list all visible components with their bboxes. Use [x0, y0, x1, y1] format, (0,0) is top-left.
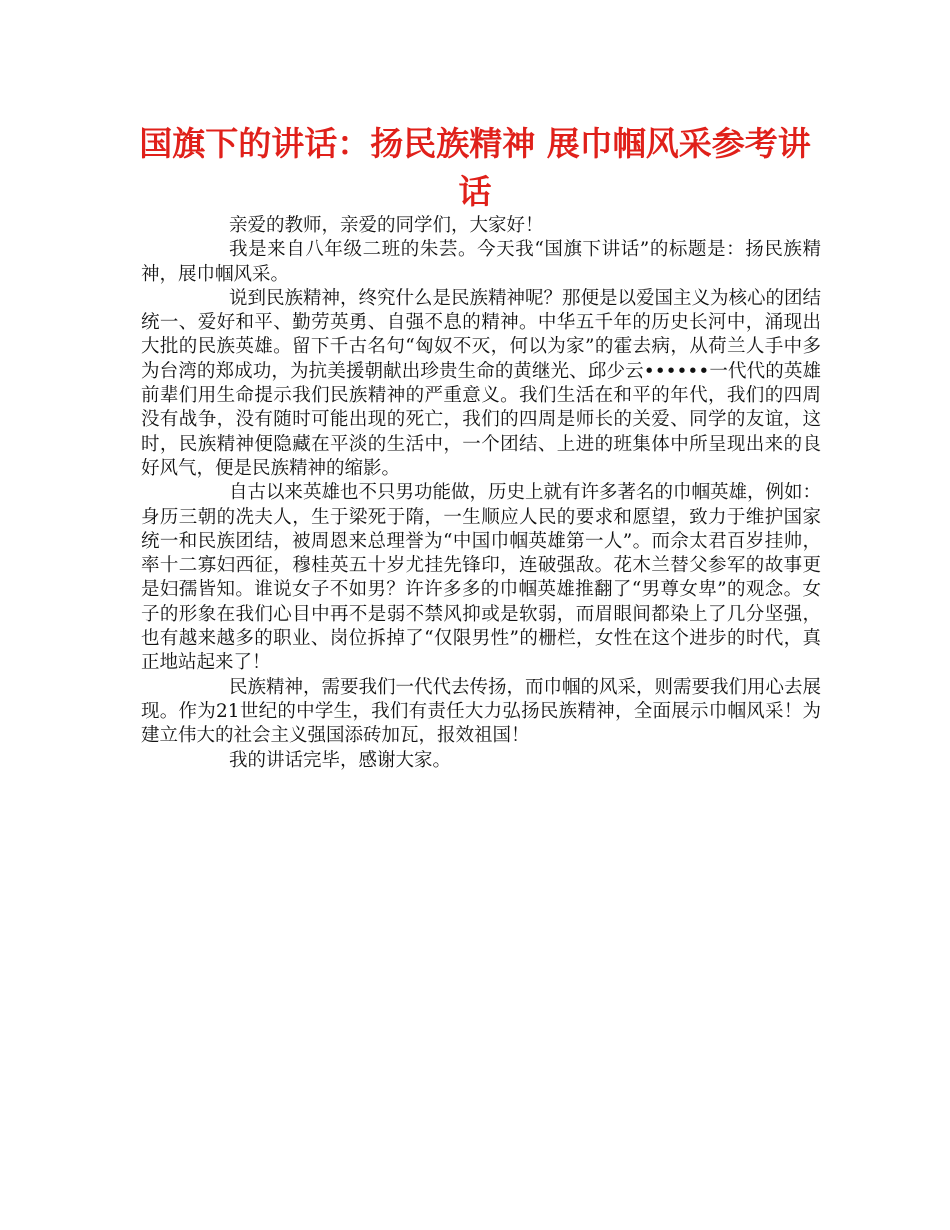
paragraph-call-to-action: 民族精神，需要我们一代代去传扬，而巾帼的风采，则需要我们用心去展现。作为21世纪的中学生，我们有责任大力弘扬民族精神，全面展示巾帼风采！为建立伟大的社会主义强国添砖加瓦，报效祖国！ — [141, 676, 822, 747]
paragraph-greeting: 亲爱的教师，亲爱的同学们，大家好！ — [229, 215, 544, 236]
paragraph-national-spirit: 说到民族精神，终究什么是民族精神呢？那便是以爱国主义为核心的团结统一、爱好和平、勤劳英勇、自强不息的精神。中华五千年的历史长河中，涌现出大批的民族英雄。留下千古名句“匈奴不灭，何以为家”的霍去病，从荷兰人手中多为台湾的郑成功，为抗美援朝献出珍贵生命的黄继光、邱少云••••••一代代的英雄前辈们用生命提示我们民族精神的严重意义。我们生活在和平的年代，我们的四周没有战争，没有随时可能出现的死亡，我们的四周是师长的关爱、同学的友谊，这时，民族精神便隐藏在平淡的生活中，一个团结、上进的班集体中所呈现出来的良好风气，便是民族精神的缩影。 — [141, 287, 822, 479]
paragraph-heroines: 自古以来英雄也不只男功能做，历史上就有许多著名的巾帼英雄，例如：身历三朝的冼夫人，生于梁死于隋，一生顺应人民的要求和愿望，致力于维护国家统一和民族团结，被周恩来总理誉为“中国巾帼英雄第一人”。而佘太君百岁挂帅，率十二寡妇西征，穆桂英五十岁尤挂先锋印，连破强敌。花木兰替父参军的故事更是妇孺皆知。谁说女子不如男？许许多多的巾帼英雄推翻了“男尊女卑”的观念。女子的形象在我们心目中再不是弱不禁风抑或是软弱，而眉眼间都染上了几分坚强，也有越来越多的职业、岗位拆掉了“仅限男性”的栅栏，女性在这个进步的时代，真正地站起来了！ — [141, 482, 822, 674]
page-title: 国旗下的讲话：扬民族精神 展巾帼风采参考讲话 — [139, 124, 811, 211]
paragraph-closing: 我的讲话完毕，感谢大家。 — [229, 749, 452, 771]
paragraph-introduction: 我是来自八年级二班的朱芸。今天我“国旗下讲话”的标题是：扬民族精神，展巾帼风采。 — [141, 239, 821, 285]
speech-body — [141, 214, 821, 773]
